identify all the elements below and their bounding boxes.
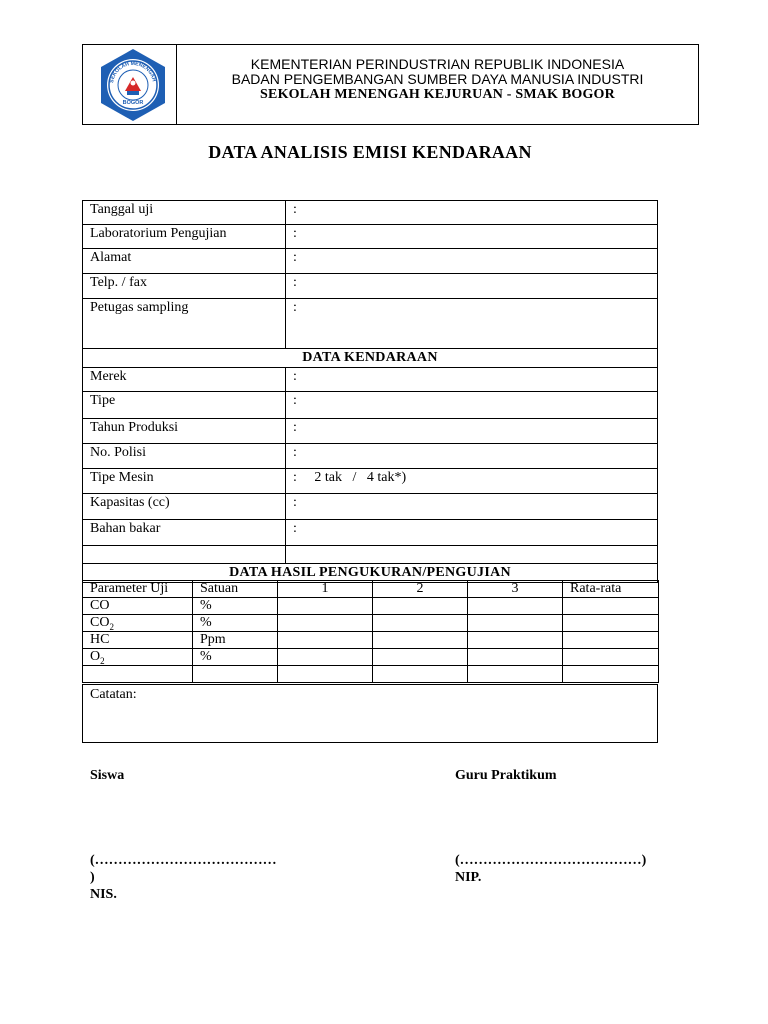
measurement-input[interactable] — [278, 615, 373, 632]
form-row-tipe-mesin — [83, 469, 658, 494]
notes-label: Catatan: — [90, 687, 137, 702]
notes-box[interactable] — [82, 684, 658, 743]
student-signature-line[interactable]: (………………………………… — [90, 853, 277, 868]
form-row-telp — [83, 274, 658, 299]
average-input[interactable] — [563, 649, 659, 666]
unit-cell: Ppm — [193, 632, 278, 649]
parameter-cell: $O_2$ — [83, 649, 193, 666]
results-header-row — [83, 581, 659, 598]
field-value-input[interactable]: : — [286, 201, 658, 225]
student-id-label: NIS. — [90, 887, 117, 902]
student-signature-label: Siswa — [90, 768, 125, 783]
form-row-bahan-bakar — [83, 520, 658, 546]
section-title: DATA HASIL PENGUKURAN/PENGUJIAN — [83, 564, 658, 583]
results-row-empty — [83, 666, 659, 683]
measurement-input[interactable] — [468, 615, 563, 632]
field-value-input[interactable]: : — [286, 249, 658, 274]
average-input[interactable] — [563, 666, 659, 683]
field-label: Tanggal uji — [83, 201, 286, 225]
measurement-input[interactable] — [278, 666, 373, 683]
field-label: Laboratorium Pengujian — [83, 225, 286, 249]
results-table — [82, 580, 658, 683]
unit-cell: % — [193, 615, 278, 632]
column-header: 3 — [468, 581, 563, 598]
average-input[interactable] — [563, 632, 659, 649]
column-header: Parameter Uji — [83, 581, 193, 598]
student-signature-close: ) — [90, 870, 95, 885]
section-title: DATA KENDARAAN — [83, 349, 658, 368]
field-value-input[interactable]: : — [286, 368, 658, 392]
field-value-input[interactable]: : — [286, 419, 658, 444]
unit-input[interactable] — [193, 666, 278, 683]
field-value-input[interactable]: : — [286, 299, 658, 349]
parameter-cell: HC — [83, 632, 193, 649]
field-value-input[interactable]: : — [286, 392, 658, 419]
measurement-input[interactable] — [278, 598, 373, 615]
unit-cell: % — [193, 598, 278, 615]
form-row-tipe — [83, 392, 658, 419]
measurement-input[interactable] — [468, 632, 563, 649]
field-label: No. Polisi — [83, 444, 286, 469]
field-label: Merek — [83, 368, 286, 392]
results-row-o2 — [83, 649, 659, 666]
form-row-empty — [83, 546, 658, 564]
school-name: SEKOLAH MENENGAH KEJURUAN - SMAK BOGOR — [260, 87, 615, 102]
field-label: Tahun Produksi — [83, 419, 286, 444]
form-row-merek — [83, 368, 658, 392]
results-row-hc — [83, 632, 659, 649]
measurement-input[interactable] — [373, 615, 468, 632]
form-row-tanggal-uji — [83, 201, 658, 225]
average-input[interactable] — [563, 615, 659, 632]
form-row-no-polisi — [83, 444, 658, 469]
field-label: Kapasitas (cc) — [83, 494, 286, 520]
column-header: Rata-rata — [563, 581, 659, 598]
field-value-input[interactable]: : — [286, 225, 658, 249]
measurement-input[interactable] — [278, 632, 373, 649]
field-value-input[interactable]: : — [286, 520, 658, 546]
letterhead — [82, 44, 699, 125]
form-row-tahun-produksi — [83, 419, 658, 444]
measurement-input[interactable] — [373, 632, 468, 649]
measurement-input[interactable] — [468, 649, 563, 666]
form-row-petugas — [83, 299, 658, 349]
average-input[interactable] — [563, 598, 659, 615]
parameter-input[interactable] — [83, 666, 193, 683]
teacher-signature-line[interactable]: (…………………………………) — [455, 853, 647, 868]
field-label: Alamat — [83, 249, 286, 274]
results-row-co2 — [83, 615, 659, 632]
form-row-alamat — [83, 249, 658, 274]
field-label: Petugas sampling — [83, 299, 286, 349]
document-title: DATA ANALISIS EMISI KENDARAAN — [208, 142, 532, 162]
measurement-input[interactable] — [373, 598, 468, 615]
field-value-input[interactable] — [286, 546, 658, 564]
engine-type-choice[interactable]: : 2 tak / 4 tak*) — [286, 469, 658, 494]
column-header: 1 — [278, 581, 373, 598]
parameter-cell: $CO_2$ — [83, 615, 193, 632]
field-value-input[interactable]: : — [286, 494, 658, 520]
field-value-input[interactable]: : — [286, 274, 658, 299]
form-table — [82, 200, 658, 583]
school-logo — [97, 47, 169, 123]
section-header-vehicle — [83, 349, 658, 368]
measurement-input[interactable] — [373, 666, 468, 683]
form-row-laboratorium — [83, 225, 658, 249]
teacher-signature-label: Guru Praktikum — [455, 768, 557, 783]
teacher-id-label: NIP. — [455, 870, 482, 885]
unit-cell: % — [193, 649, 278, 666]
parameter-cell: CO — [83, 598, 193, 615]
measurement-input[interactable] — [373, 649, 468, 666]
measurement-input[interactable] — [468, 666, 563, 683]
column-header: 2 — [373, 581, 468, 598]
field-label: Tipe — [83, 392, 286, 419]
logo-bottom-text: BOGOR — [122, 100, 144, 106]
field-label: Tipe Mesin — [83, 469, 286, 494]
results-row-co — [83, 598, 659, 615]
form-row-kapasitas — [83, 494, 658, 520]
measurement-input[interactable] — [278, 649, 373, 666]
measurement-input[interactable] — [468, 598, 563, 615]
field-label: Telp. / fax — [83, 274, 286, 299]
field-value-input[interactable]: : — [286, 444, 658, 469]
column-header: Satuan — [193, 581, 278, 598]
agency-name: BADAN PENGEMBANGAN SUMBER DAYA MANUSIA INDUSTRI — [231, 71, 644, 87]
ministry-name: KEMENTERIAN PERINDUSTRIAN REPUBLIK INDONESIA — [250, 56, 625, 72]
field-label: Bahan bakar — [83, 520, 286, 546]
logo-ring-text: SEKOLAH MENENGAH — [109, 60, 157, 84]
